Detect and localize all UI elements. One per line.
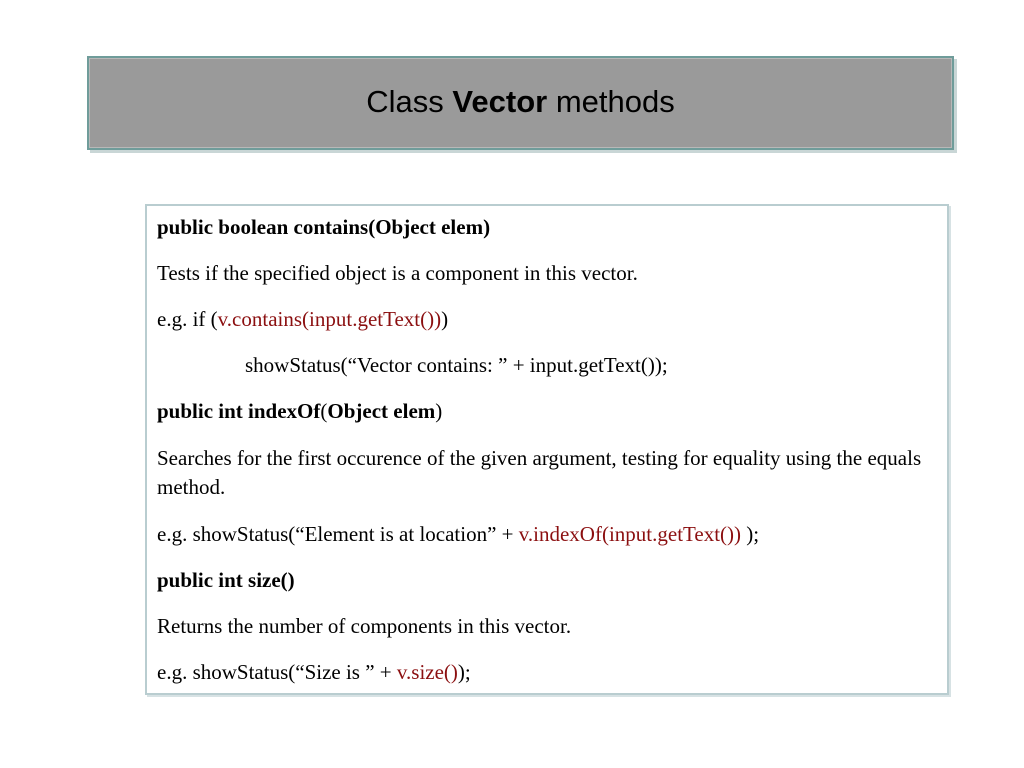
method-content-box [145,204,949,695]
indexof-signature-paren: ( [320,399,328,423]
contains-example-line2: showStatus(“Vector contains: ” + input.getText()); [245,353,668,377]
contains-example-prefix: e.g. if ( [157,307,218,331]
title-prefix: Class [366,84,453,119]
contains-example-code: v.contains(input.getText()) [217,307,442,331]
indexof-example-code: v.indexOf(input.getText()) [518,522,742,546]
size-signature: public int size() [157,568,295,592]
title-suffix: methods [547,84,675,119]
indexof-example-prefix: e.g. showStatus(“Element is at location” + [157,522,519,546]
slide-title [366,84,674,120]
contains-example [157,306,937,333]
size-example-code: v.size() [396,660,458,684]
size-description: Returns the number of components in this vector. [157,614,572,638]
indexof-signature-a: public int indexOf [157,399,321,423]
contains-signature: public boolean contains(Object elem) [157,215,491,239]
size-example-prefix: e.g. showStatus(“Size is ” + [157,660,397,684]
indexof-example-suffix: ); [741,522,760,546]
indexof-signature [157,398,937,425]
title-banner [87,56,954,150]
indexof-description: Searches for the first occurence of the given argument, testing for equality using the equals method. [157,446,922,499]
contains-description: Tests if the specified object is a component in this vector. [157,261,638,285]
size-example-suffix: ); [457,660,471,684]
size-example [157,659,937,686]
indexof-signature-close: ) [435,399,443,423]
indexof-example [157,521,937,548]
contains-example-suffix: ) [441,307,449,331]
indexof-signature-b: Object elem [327,399,436,423]
title-bold-word: Vector [452,84,548,119]
